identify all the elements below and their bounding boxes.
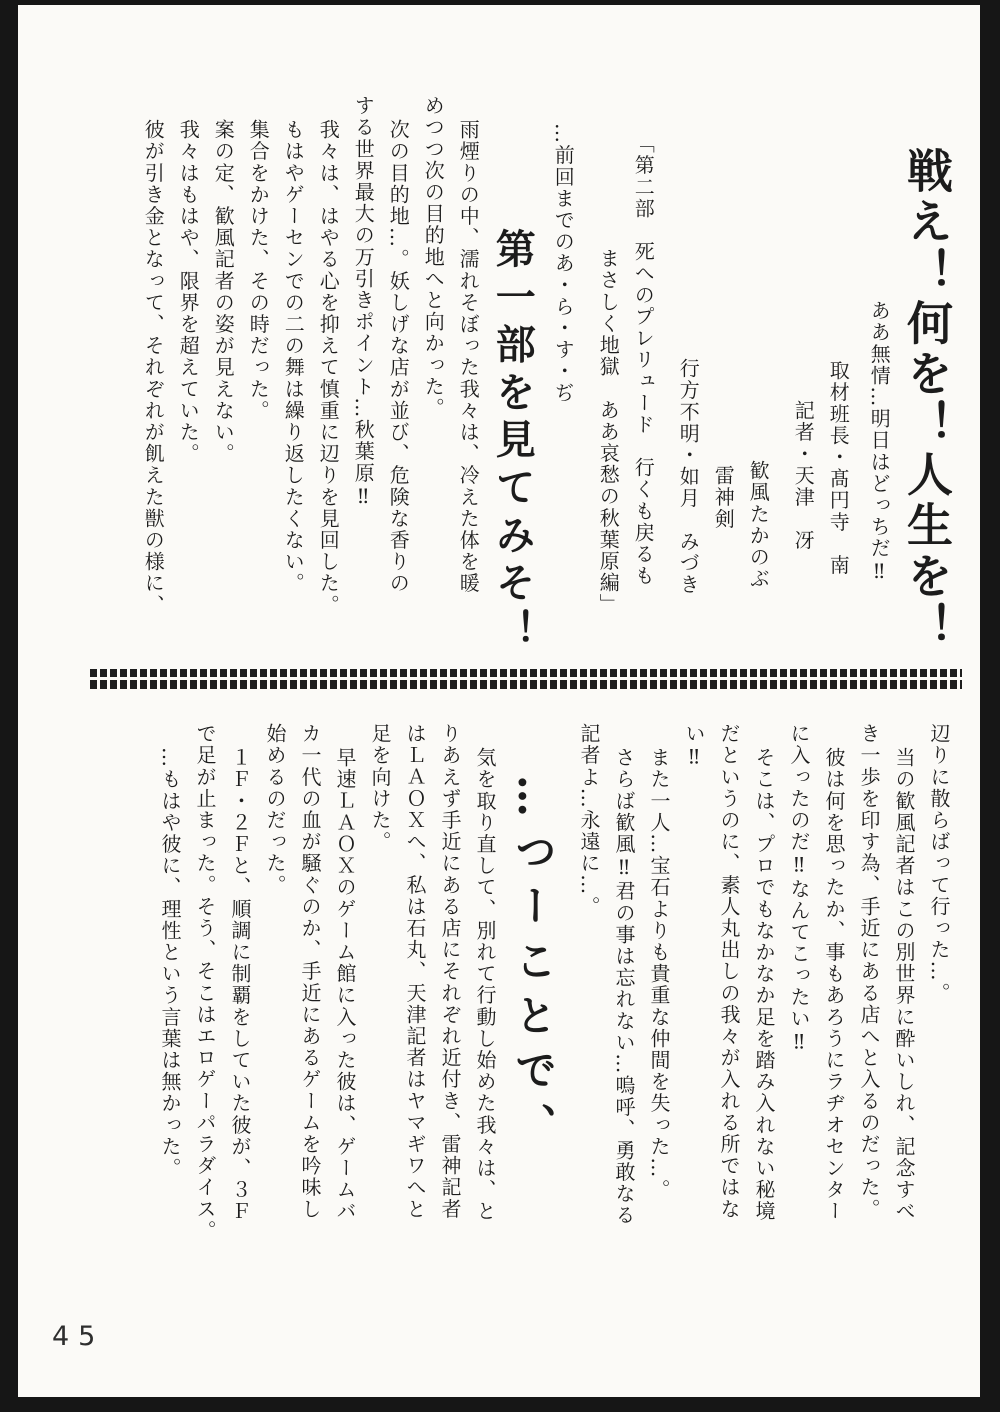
episode-title-line2: まさしく地獄 ああ哀愁の秋葉原編」 [596, 248, 621, 616]
recap-line: 次の目的地…。妖しげな店が並び、危険な香りの [386, 119, 411, 595]
recap-line: 案の定、歓風記者の姿が見えない。 [211, 119, 236, 465]
credit-missing: 行方不明・如月 みづき [676, 358, 701, 596]
story-line: １Ｆ・２Ｆと、順調に制覇をしていた彼が、３Ｆ [228, 747, 252, 1223]
story-section-title: …つーことで、 [509, 775, 558, 1158]
lower-section [28, 723, 956, 1388]
story-line: だというのに、素人丸出しの我々が入れる所ではな [717, 723, 741, 1220]
story-line: 彼は何を思ったか、事もあろうにラヂオセンター [822, 747, 846, 1223]
story-line: そこは、プロでもなかなか足を踏み入れない秘境 [752, 747, 776, 1223]
subtitle: ああ無情…明日はどっちだ‼ [867, 300, 892, 585]
recap-lead: …前回までのあ・ら・す・ぢ [551, 123, 576, 404]
page-number: 45 [52, 1321, 105, 1352]
credit-chief: 取材班長・髙円寺 南 [826, 360, 851, 576]
recap-line: 彼が引き金となって、それぞれが飢えた獣の様に、 [141, 119, 166, 616]
credit-kanpu: 歓風たかのぶ [746, 460, 771, 590]
story-line: い‼ [682, 723, 706, 771]
recap-line: 集合をかけた、その時だった。 [246, 119, 271, 422]
story-line: さらば歓風‼君の事は忘れない…嗚呼、勇敢なる [612, 747, 636, 1227]
story-line: 辺りに散らばって行った…。 [927, 723, 951, 1004]
upper-section [28, 95, 956, 675]
recap-line: 雨煙りの中、濡れそぼった我々は、冷えた体を暖 [456, 119, 481, 595]
credit-reporter: 記者・天津 冴 [791, 400, 816, 552]
page-title: 戦え！何を！人生を！ [900, 147, 954, 653]
recap-line: 我々は、はやる心を抑えて慎重に辺りを見回した。 [316, 119, 341, 616]
story-line: はＬＡＯＸへ、私は石丸、天津記者はヤマギワへと [403, 723, 427, 1220]
episode-title-line1: 「第二部 死へのプレリュード 行くも戻るも [631, 133, 656, 587]
recap-line: する世界最大の万引きポイント…秋葉原‼ [351, 95, 376, 510]
page-content [18, 5, 980, 1397]
section-divider [90, 668, 962, 695]
story-line: 当の歓風記者はこの別世界に酔いしれ、記念すべ [892, 747, 916, 1223]
story-line: で足が止まった。そう、そこはエロゲーパラダイス。 [193, 723, 217, 1242]
story-line: 早速ＬＡＯＸのゲーム館に入った彼は、ゲームバ [333, 747, 357, 1223]
story-line: 記者よ…永遠に…。 [577, 723, 601, 918]
recap-line: めつつ次の目的地へと向かった。 [421, 95, 446, 419]
story-line: き一歩を印す為、手近にある店へと入るのだった。 [857, 723, 881, 1220]
story-line: カ一代の血が騒ぐのか、手近にあるゲームを吟味し [298, 723, 322, 1220]
recap-line: もはやゲーセンでの二の舞は繰り返したくない。 [281, 119, 306, 595]
story-line: に入ったのだ‼なんてこったい‼ [787, 723, 811, 1055]
story-line: また一人…宝石よりも貴重な仲間を失った…。 [647, 747, 671, 1201]
story-line: 足を向けた。 [368, 723, 392, 853]
story-line: 気を取り直して、別れて行動し始めた我々は、と [473, 747, 497, 1223]
story-line: …もはや彼に、理性という言葉は無かった。 [158, 747, 182, 1179]
story-line: りあえず手近にある店にそれぞれ近付き、雷神記者 [438, 723, 462, 1220]
credit-raijinken: 雷神剣 [711, 465, 736, 530]
recap-section-title: 第一部を見てみそ！ [489, 228, 537, 657]
recap-line: 我々はもはや、限界を超えていた。 [176, 119, 201, 465]
story-line: 始めるのだった。 [263, 723, 287, 896]
